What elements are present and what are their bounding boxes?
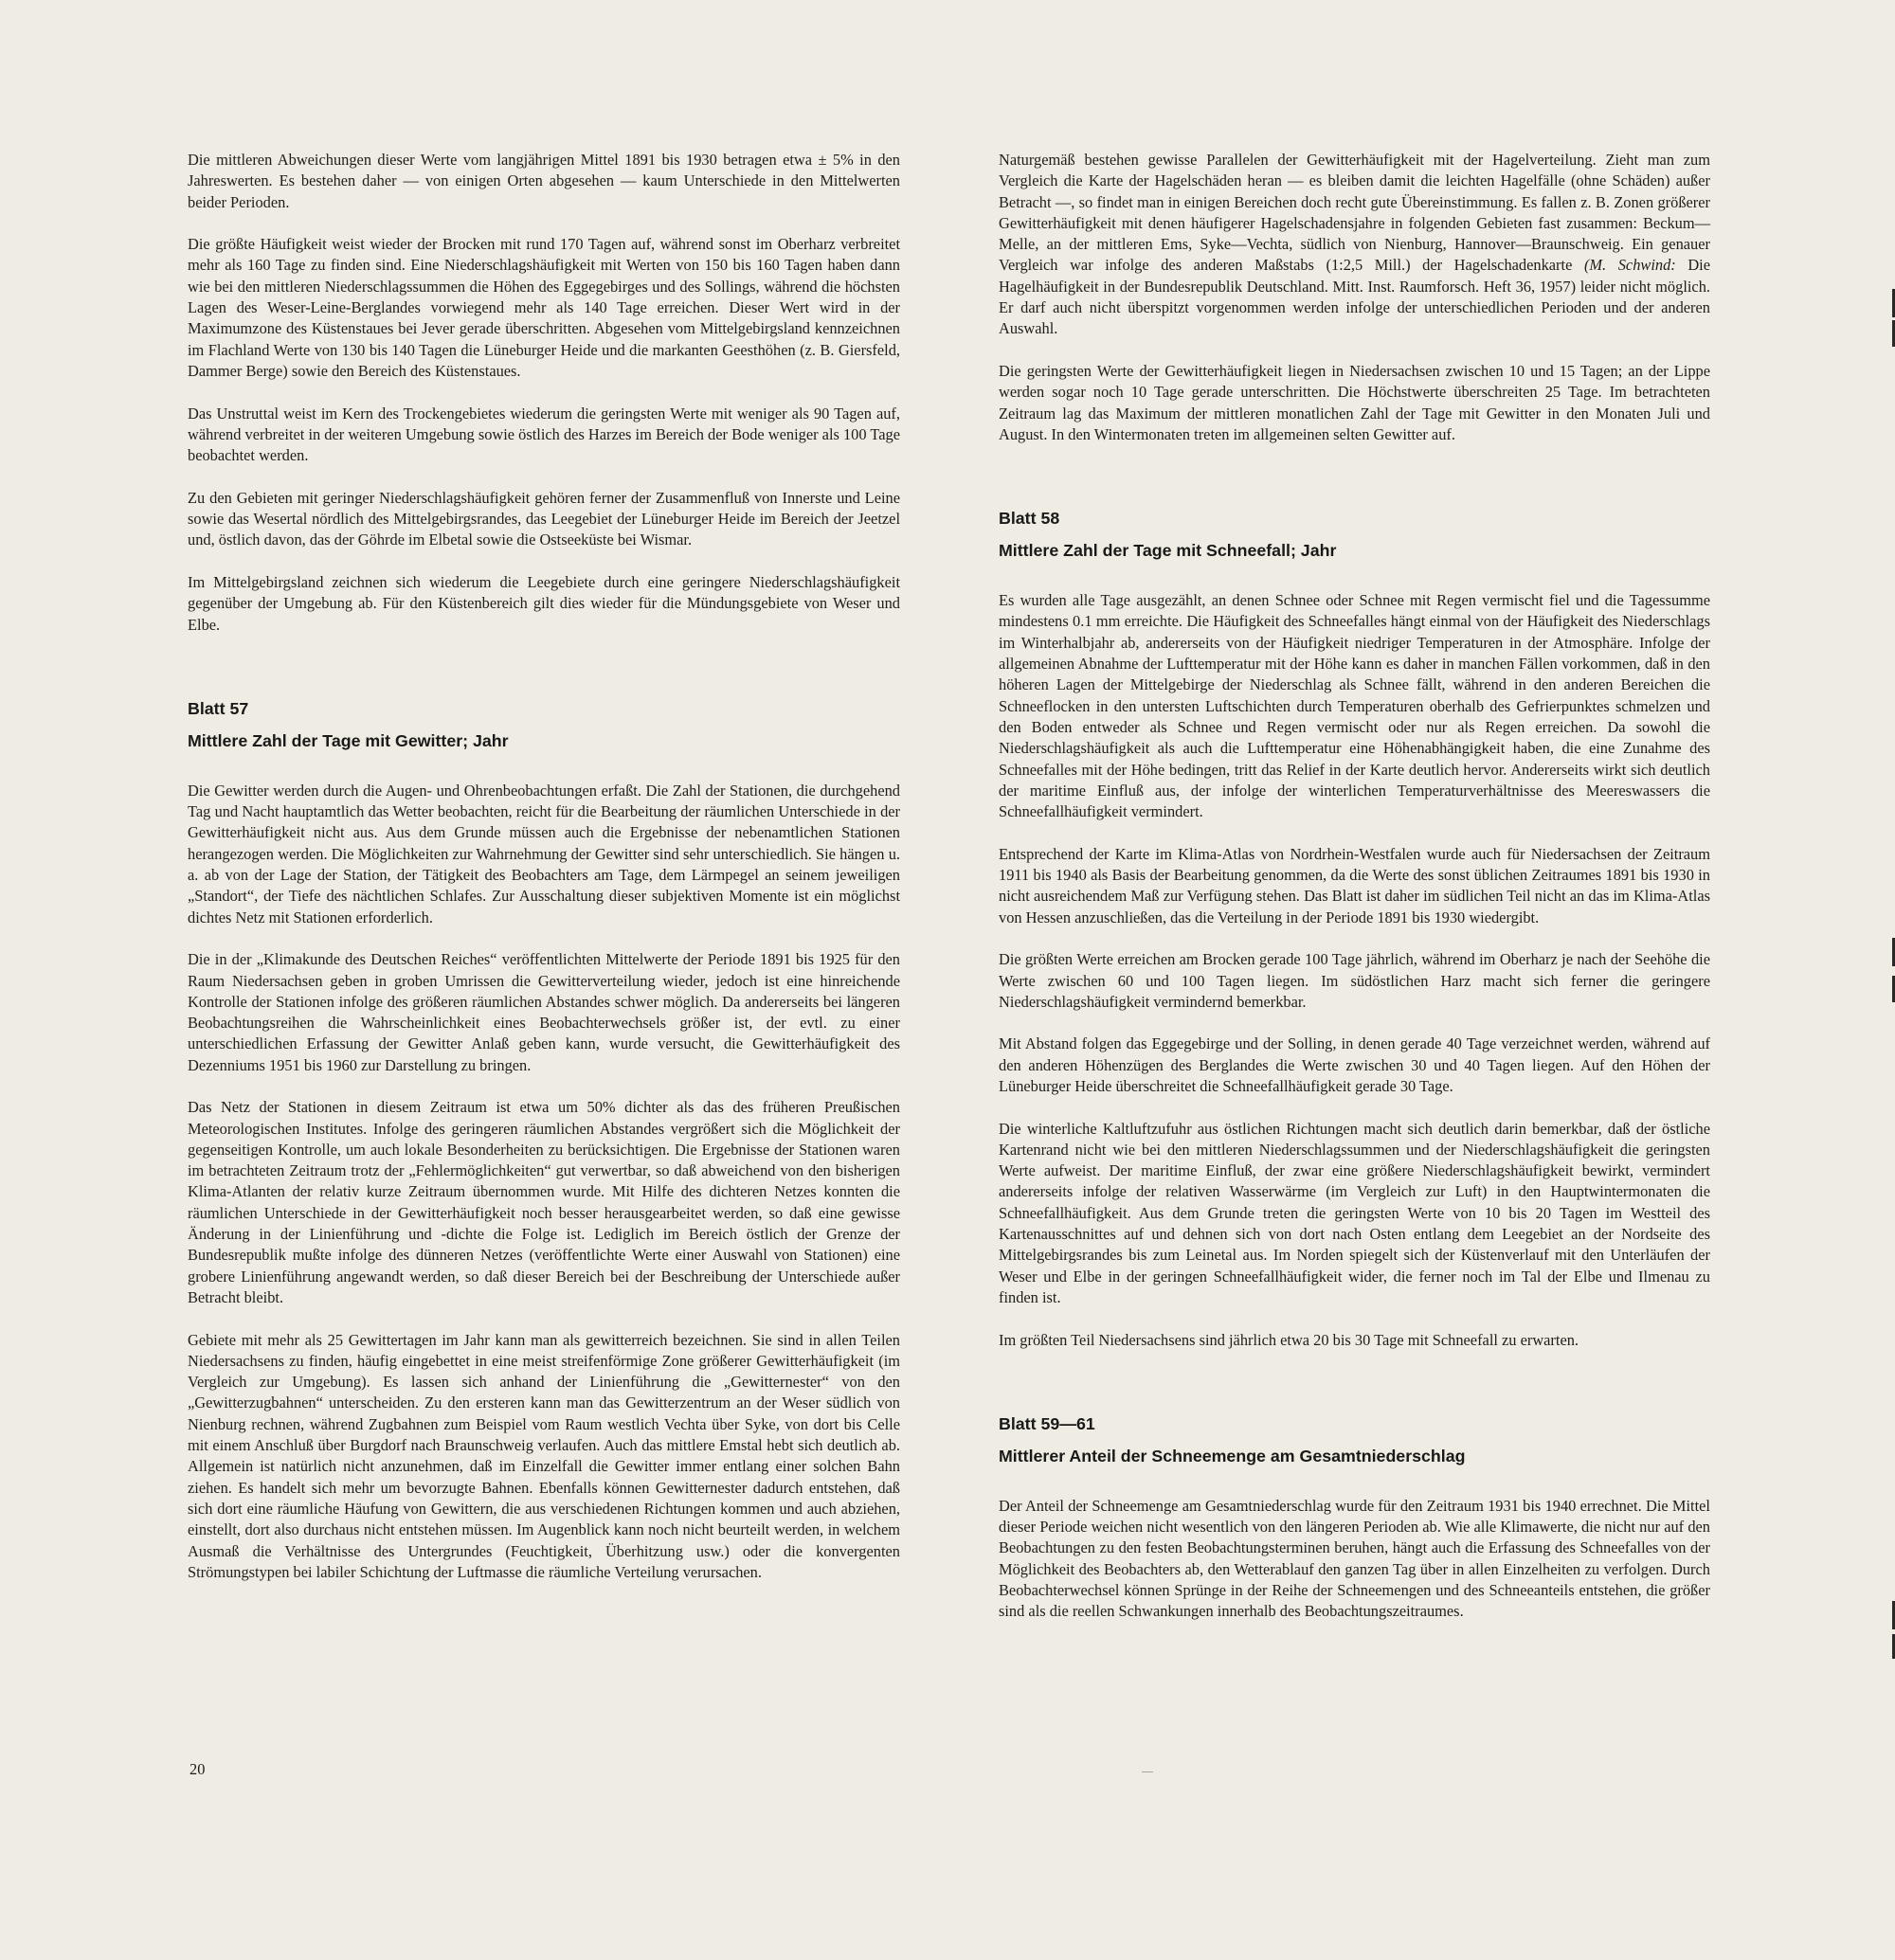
left-paragraph-6: Die Gewitter werden durch die Augen- und Ohrenbeobachtungen erfaßt. Die Zahl der Stationen, die durchgehend Tag und Nacht hauptamtlich das Wetter beobachten, reicht für die Bearbeitung der räumlichen Unterschiede in der Gewitterhäufigkeit nicht aus. Aus dem Grunde müssen auch die Ergebnisse der nebenamtlichen Stationen herangezogen werden. Die Möglichkeiten zur Wahrnehmung der Gewitter sind sehr unterschiedlich. Sie hängen u. a. ab von der Lage der Station, der Tätigkeit des Beobachters am Tage, dem Lärmpegel an seinem jeweiligen „Standort“, der Tiefe des nächtlichen Schlafes. Zur Ausschaltung dieser subjektiven Momente ist ein möglichst dichtes Netz mit Stationen erforderlich. [188,781,900,926]
right-paragraph-5: Die größten Werte erreichen am Brocken gerade 100 Tage jährlich, während im Oberharz je nach der Seehöhe die Werte zwischen 60 und 100 Tagen liegen. Im südöstlichen Harz macht sich ferner die geringere Niederschlagshäufigkeit vermindernd bemerkbar. [999,950,1710,1011]
blatt-59-title: Mittlerer Anteil der Schneemenge am Gesamtniederschlag [999,1446,1466,1466]
right-paragraph-3: Es wurden alle Tage ausgezählt, an denen Schnee oder Schnee mit Regen vermischt fiel und die Tagessumme mindestens 0.1 mm erreichte. Die Häufigkeit des Schneefalles hängt einmal von der Häufigkeit des Niederschlags im Winterhalbjahr ab, andererseits von der Häufigkeit niedriger Temperaturen in der Atmosphäre. Infolge der allgemeinen Abnahme der Lufttemperatur mit der Höhe kann es daher in manchen Fällen vorkommen, daß in den höheren Lagen der Mittelgebirge der Niederschlag als Schnee fällt, während in den anderen Bereichen die Schneeflocken in den untersten Luftschichten durch Temperaturen oberhalb des Gefrierpunktes schmelzen und den Boden entweder als Schnee und Regen vermischt oder nur als Regen erreichen. Da sowohl die Niederschlagshäufigkeit als auch die Lufttemperatur eine Höhenabhängigkeit haben, die eine Zunahme des Schneefalles mit der Höhe bedingen, tritt das Relief in der Karte deutlich hervor. Andererseits wirkt sich deutlich der maritime Einfluß aus, der infolge der winterlichen Temperaturverhältnisse des Meereswassers die Schneefallhäufigkeit vermindert. [999,591,1710,821]
blatt-58-label: Blatt 58 [999,509,1060,529]
left-paragraph-3: Das Unstruttal weist im Kern des Trockengebietes wiederum die geringsten Werte mit weniger als 90 Tagen auf, während verbreitet in der weiteren Umgebung sowie östlich des Harzes im Bereich der Bode weniger als 100 Tage beobachtet werden. [188,404,900,465]
blatt-59-label: Blatt 59—61 [999,1413,1095,1433]
left-paragraph-1: Die mittleren Abweichungen dieser Werte vom langjährigen Mittel 1891 bis 1930 betragen etwa ± 5% in den Jahreswerten. Es bestehen daher — von einigen Orten abgesehen — kaum Unterschiede in den Mittelwerten beider Perioden. [188,151,900,211]
left-paragraph-7: Die in der „Klimakunde des Deutschen Reiches“ veröffentlichten Mittelwerte der Periode 1891 bis 1925 für den Raum Niedersachsen geben in groben Umrissen die Gewitterverteilung wieder, jedoch ist eine hinreichende Kontrolle der Stationen infolge des größeren räumlichen Abstandes schwer möglich. Da andererseits bei längeren Beobachtungsreihen die Wahrscheinlichkeit eines Beobachterwechsels größer ist, der evtl. zu einer unterschiedlichen Erfassung der Gewitter Anlaß geben kann, wurde versucht, die Gewitterhäufigkeit des Dezenniums 1951 bis 1960 zur Darstellung zu bringen. [188,950,900,1074]
right-paragraph-6: Mit Abstand folgen das Eggegebirge und der Solling, in denen gerade 40 Tage verzeichnet werden, während auf den anderen Höhenzügen des Berglandes die Werte zwischen 30 und 40 Tagen liegen. Auf den Höhen der Lüneburger Heide überschreitet die Schneefallhäufigkeit gerade 30 Tage. [999,1034,1710,1095]
right-paragraph-1-end: Die Hagelhäufigkeit in der Bundesrepublik Deutschland. Mitt. Inst. Raumforsch. Heft 36, 1957) leider nicht möglich. Er darf auch nicht überspitzt vorgenommen werden infolge der unterschiedlichen Perioden und der anderen Auswahl. [999,256,1710,338]
left-paragraph-2: Die größte Häufigkeit weist wieder der Brocken mit rund 170 Tagen auf, während sonst im Oberharz verbreitet mehr als 160 Tage zu finden sind. Eine Niederschlagshäufigkeit mit Werten von 150 bis 160 Tagen haben dann wie bei den mittleren Niederschlagssummen die Höhen des Eggegebirges und des Sollings, während die höchsten Lagen des Weser-Leine-Berglandes vorwiegend mehr als 140 Tage erreichen. Dieser Wert wird in der Maximumzone des Küstenstaues bei Jever gerade überschritten. Abgesehen vom Mittelgebirgsland kennzeichnen im Flachland Werte von 130 bis 140 Tagen die Lüneburger Heide und die markanten Geesthöhen (z. B. Giersfeld, Dammer Berge) sowie den Bereich des Küstenstaues. [188,235,900,380]
left-paragraph-8: Das Netz der Stationen in diesem Zeitraum ist etwa um 50% dichter als das des früheren Preußischen Meteorologischen Institutes. Infolge des geringeren räumlichen Abstandes vergrößert sich die Möglichkeit der gegenseitigen Kontrolle, um auch lokale Besonderheiten zu berücksichtigen. Die Ergebnisse der Stationen waren im betrachteten Zeitraum trotz der „Fehlermöglichkeiten“ gut verwertbar, so daß abweichend von den bisherigen Klima-Atlanten der relativ kurze Zeitraum übernommen wurde. Mit Hilfe des dichteren Netzes konnten die räumlichen Unterschiede in der Gewitterhäufigkeit noch besser herausgearbeitet werden, so daß eine gewisse Änderung in der Linienführung und -dichte die Folge ist. Lediglich im Bereich östlich der Grenze der Bundesrepublik mußte infolge des dünneren Netzes (veröffentlichte Werte einer Auswahl von Stationen) eine grobere Linienführung angewandt werden, so daß dieser Bereich bei der Beschreibung der Unterschiede außer Betracht bleibt. [188,1098,900,1306]
blatt-59-heading [999,1413,1710,1466]
right-paragraph-4: Entsprechend der Karte im Klima-Atlas von Nordrhein-Westfalen wurde auch für Niedersachsen der Zeitraum 1911 bis 1940 als Basis der Bearbeitung genommen, da die Werte des sonst üblichen Zeitraumes 1891 bis 1930 in nicht ausreichendem Maß zur Verfügung stehen. Das Blatt ist daher im südlichen Teil nicht an das im Klima-Atlas von Hessen anzuschließen, das die Verteilung in der Periode 1891 bis 1930 wiedergibt. [999,844,1710,926]
right-paragraph-8: Im größten Teil Niedersachsens sind jährlich etwa 20 bis 30 Tage mit Schneefall zu erwarten. [999,1330,1579,1349]
right-paragraph-7: Die winterliche Kaltluftzufuhr aus östlichen Richtungen macht sich deutlich darin bemerkbar, daß der östliche Kartenrand nicht wie bei den mittleren Niederschlagssummen und der Niederschlagshäufigkeit die geringsten Werte aufweist. Der maritime Einfluß, der zwar eine größere Niederschlagshäufigkeit bewirkt, vermindert andererseits infolge der relativen Wasserwärme (im Vergleich zur Luft) in den Hauptwintermonaten die Schneefallhäufigkeit. Aus dem Grunde treten die geringsten Werte von 10 bis 20 Tagen im Westteil des Kartenausschnittes auf und dehnen sich von dort nach Osten entlang dem Leegebiet an der Nordseite des Mittelgebirgsrandes bis zum Leinetal aus. Im Norden spiegelt sich der Küstenverlauf mit den Unterläufen der Weser und Elbe in der geringen Schneefallhäufigkeit wider, die ferner noch im Tal der Elbe und Ilmenau zu finden ist. [999,1119,1710,1306]
blatt-57-label: Blatt 57 [188,698,249,718]
footer-dash [1142,1771,1153,1772]
right-paragraph-9: Der Anteil der Schneemenge am Gesamtniederschlag wurde für den Zeitraum 1931 bis 1940 errechnet. Die Mittel dieser Periode weichen nicht wesentlich von den längeren Perioden ab. Wie alle Klimawerte, die nicht nur auf den Beobachtungen zu den festen Beobachtungsterminen beruhen, hängt auch die Erfassung des Schneefalles von der Möglichkeit des Beobachters ab, den Wetterablauf den ganzen Tag über in allen Einzelheiten zu verfolgen. Durch Beobachterwechsel können Sprünge in der Reihe der Schneemengen und des Schneeanteils entstehen, die größer sind als die reellen Schwankungen innerhalb des Beobachtungszeitraumes. [999,1496,1710,1621]
page-number: 20 [190,1760,206,1778]
blatt-57-title: Mittlere Zahl der Tage mit Gewitter; Jahr [188,730,509,750]
right-paragraph-1-start: Naturgemäß bestehen gewisse Parallelen der Gewitterhäufigkeit mit der Hagelverteilung. Zieht man zum Vergleich die Karte der Hagelschäden heran — es bleiben damit die leichten Hagelfälle (ohne Schäden) außer Betracht —, so findet man in einigen Bereichen doch recht gute Übereinstimmung. Es fallen z. B. Zonen größerer Gewitterhäufigkeit mit denen häufigerer Hagelschadensjahre in folgenden Gebieten fast zusammen: Beckum—Melle, an der mittleren Ems, Syke—Vechta, südlich von Nienburg, Hannover—Braunschweig. Ein genauer Vergleich war infolge des anderen Maßstabs (1:2,5 Mill.) der Hagelschadenkarte [999,151,1710,275]
right-paragraph-1 [999,150,1710,340]
left-paragraph-5: Im Mittelgebirgsland zeichnen sich wiederum die Leegebiete durch eine geringere Niederschlagshäufigkeit gegenüber der Umgebung ab. Für den Küstenbereich gilt dies wieder für die Mündungsgebiete von Weser und Elbe. [188,572,900,634]
left-column [188,150,900,1583]
author-citation: (M. Schwind: [1583,256,1676,275]
right-paragraph-2: Die geringsten Werte der Gewitterhäufigkeit liegen in Niedersachsen zwischen 10 und 15 Tagen; an der Lippe werden sogar noch 10 Tage gerade unterschritten. Die Höchstwerte überschreiten 25 Tage. Im betrachteten Zeitraum lag das Maximum der mittleren monatlichen Zahl der Tage mit Gewitter in den Monaten Juli und August. In den Wintermonaten treten im allgemeinen selten Gewitter auf. [999,361,1710,443]
right-column [999,150,1710,1623]
blatt-58-heading [999,508,1710,561]
blatt-57-heading [188,698,900,751]
left-paragraph-9: Gebiete mit mehr als 25 Gewittertagen im Jahr kann man als gewitterreich bezeichnen. Sie sind in allen Teilen Niedersachsens zu finden, häufig eingebettet in eine meist streifenförmige Zone größerer Gewitterhäufigkeit (im Vergleich zur Umgebung). Es lassen sich anhand der Linienführung die „Gewitternester“ von den „Gewitterzugbahnen“ unterscheiden. Zu den ersteren kann man das Gewitterzentrum an der Weser südlich von Nienburg rechnen, während Zugbahnen zum Beispiel vom Raum westlich Vechta über Syke, von dort bis Celle mit einem Anschluß über Burgdorf nach Braunschweig verlaufen. Auch das mittlere Emstal hebt sich deutlich ab. Allgemein ist natürlich nicht anzunehmen, daß im Einzelfall die Gewitter immer entlang einer solchen Bahn ziehen. Es handelt sich mehr um bevorzugte Bahnen. Ebenfalls können Gewitternester dadurch entstehen, daß sich dort eine räumliche Häufung von Gewittern, die aus verschiedenen Richtungen kommen und auch abziehen, einstellt, dort also durchaus nicht entstehen müssen. Im Augenblick kann noch nicht beurteilt werden, in welchem Ausmaß die Verhältnisse des Untergrundes (Feuchtigkeit, Überhitzung usw.) oder die konvergenten Strömungstypen bei labiler Schichtung der Luftmasse die räumliche Verteilung verursachen. [188,1330,900,1581]
blatt-58-title: Mittlere Zahl der Tage mit Schneefall; Jahr [999,541,1337,561]
left-paragraph-4: Zu den Gebieten mit geringer Niederschlagshäufigkeit gehören ferner der Zusammenfluß von Innerste und Leine sowie das Wesertal nördlich des Mittelgebirgsrandes, das Leegebiet der Lüneburger Heide im Bereich der Jeetzel und, östlich davon, das der Göhrde im Elbetal sowie die Ostseeküste bei Wismar. [188,488,900,549]
